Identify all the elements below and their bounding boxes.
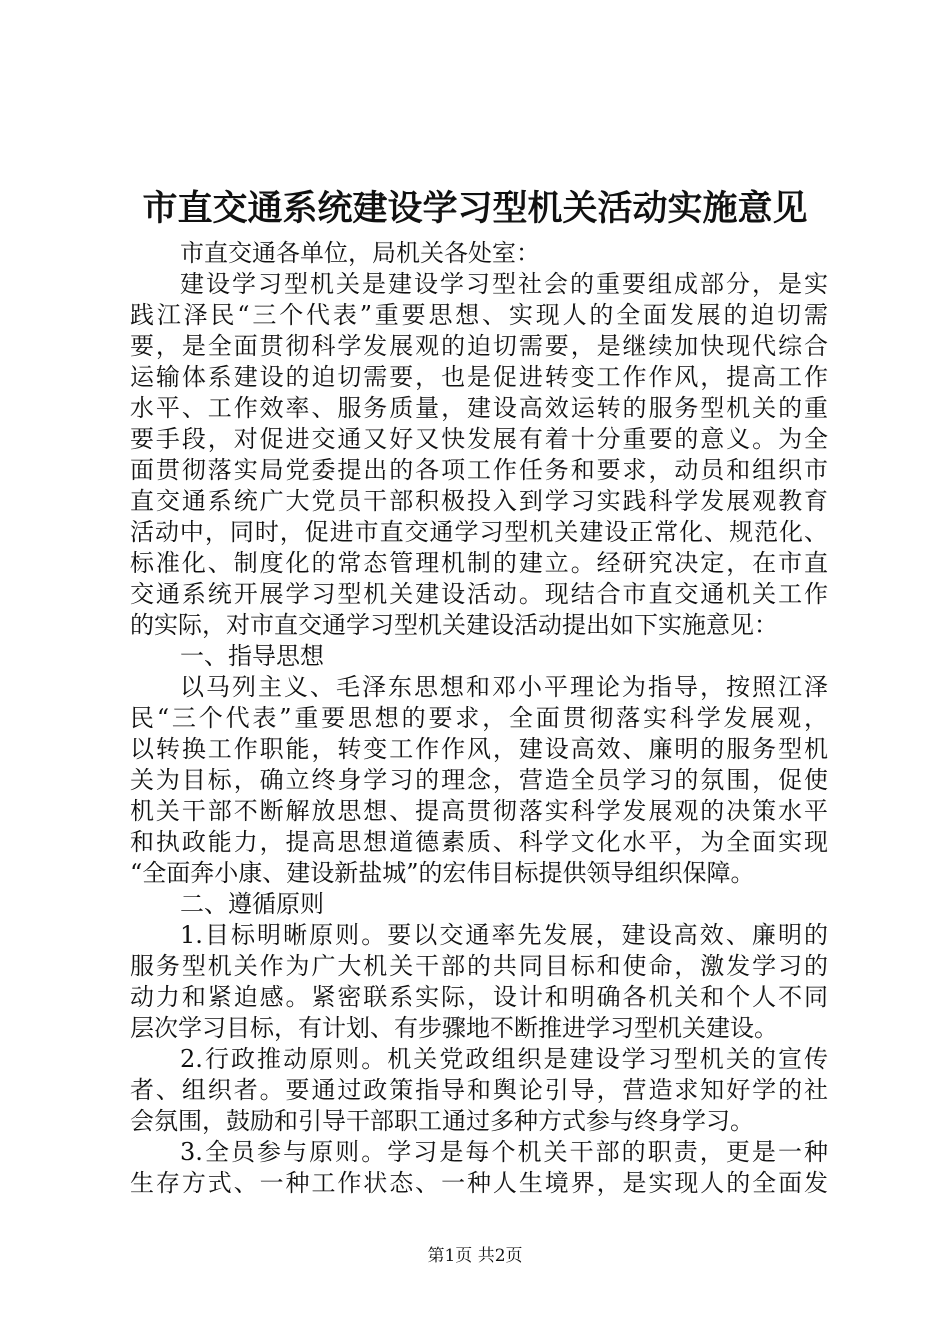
page-footer: 第1页 共2页 xyxy=(427,1246,523,1266)
text-line: 层次学习目标，有计划、有步骤地不断推进学习型机关建设。 xyxy=(130,1014,778,1042)
text-line: 运输体系建设的迫切需要，也是促进转变工作作风，提高工作 xyxy=(130,363,828,391)
paragraph xyxy=(130,238,828,269)
text-line: 水平、工作效率、服务质量，建设高效运转的服务型机关的重 xyxy=(130,394,828,422)
paragraph xyxy=(130,269,828,641)
text-line: 标准化、制度化的常态管理机制的建立。经研究决定，在市直 xyxy=(130,549,828,577)
text-line: 生存方式、一种工作状态、一种人生境界，是实现人的全面发 xyxy=(130,1169,828,1197)
text-line: 1.目标明晰原则。要以交通率先发展，建设高效、廉明的 xyxy=(180,921,828,949)
text-line: 一、指导思想 xyxy=(180,642,324,670)
paragraph xyxy=(130,1044,828,1137)
text-line: 的实际，对市直交通学习型机关建设活动提出如下实施意见： xyxy=(130,611,778,639)
text-line: 践江泽民“三个代表”重要思想、实现人的全面发展的迫切需 xyxy=(130,301,828,329)
text-line: 机关干部不断解放思想、提高贯彻落实科学发展观的决策水平 xyxy=(130,797,828,825)
text-line: 服务型机关作为广大机关干部的共同目标和使命，激发学习的 xyxy=(130,952,828,980)
text-line: 动力和紧迫感。紧密联系实际，设计和明确各机关和个人不同 xyxy=(130,983,828,1011)
text-line: 市直交通各单位，局机关各处室： xyxy=(180,239,540,267)
paragraph xyxy=(130,889,828,920)
text-line: 以转换工作职能，转变工作作风，建设高效、廉明的服务型机 xyxy=(130,735,828,763)
document-body xyxy=(130,238,828,1199)
text-line: 活动中，同时，促进市直交通学习型机关建设正常化、规范化、 xyxy=(130,518,828,546)
text-line: “全面奔小康、建设新盐城”的宏伟目标提供领导组织保障。 xyxy=(130,859,755,887)
paragraph xyxy=(130,641,828,672)
paragraph xyxy=(130,920,828,1044)
text-line: 会氛围，鼓励和引导干部职工通过多种方式参与终身学习。 xyxy=(130,1107,754,1135)
text-line: 面贯彻落实局党委提出的各项工作任务和要求，动员和组织市 xyxy=(130,456,828,484)
text-line: 者、组织者。要通过政策指导和舆论引导，营造求知好学的社 xyxy=(130,1076,828,1104)
paragraph xyxy=(130,672,828,889)
text-line: 要手段，对促进交通又好又快发展有着十分重要的意义。为全 xyxy=(130,425,828,453)
text-line: 关为目标，确立终身学习的理念，营造全员学习的氛围，促使 xyxy=(130,766,828,794)
text-line: 建设学习型机关是建设学习型社会的重要组成部分，是实 xyxy=(180,270,828,298)
text-line: 二、遵循原则 xyxy=(180,890,324,918)
text-line: 要，是全面贯彻科学发展观的迫切需要，是继续加快现代综合 xyxy=(130,332,828,360)
text-line: 直交通系统广大党员干部积极投入到学习实践科学发展观教育 xyxy=(130,487,828,515)
page-title: 市直交通系统建设学习型机关活动实施意见 xyxy=(142,188,808,229)
text-line: 2.行政推动原则。机关党政组织是建设学习型机关的宣传 xyxy=(180,1045,828,1073)
paragraph xyxy=(130,1137,828,1199)
text-line: 以马列主义、毛泽东思想和邓小平理论为指导，按照江泽 xyxy=(180,673,828,701)
text-line: 和执政能力，提高思想道德素质、科学文化水平，为全面实现 xyxy=(130,828,828,856)
text-line: 3.全员参与原则。学习是每个机关干部的职责，更是一种 xyxy=(180,1138,828,1166)
text-line: 交通系统开展学习型机关建设活动。现结合市直交通机关工作 xyxy=(130,580,828,608)
text-line: 民“三个代表”重要思想的要求，全面贯彻落实科学发展观， xyxy=(130,704,828,732)
